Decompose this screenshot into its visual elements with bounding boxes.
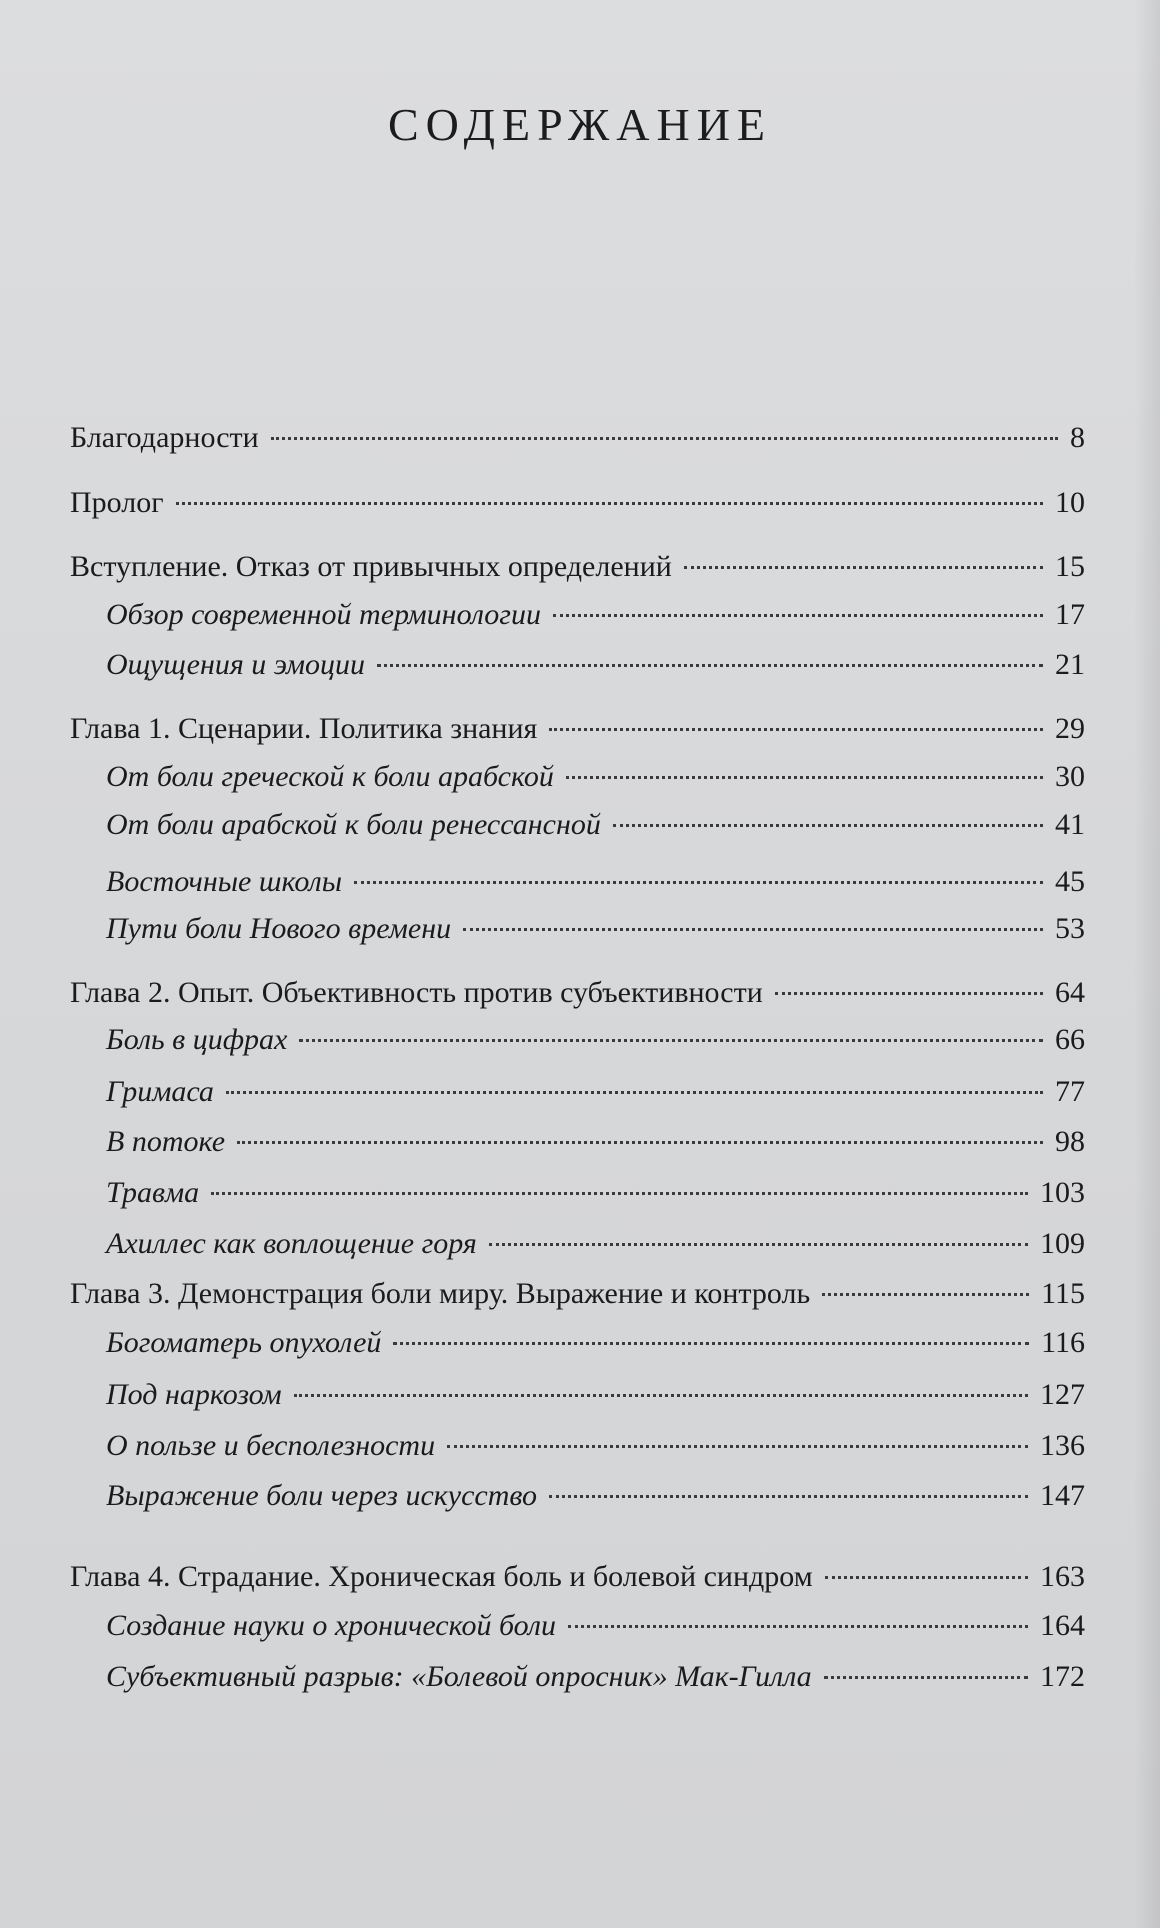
toc-entry-page: 77 (1055, 1075, 1085, 1108)
dot-leader (377, 664, 1043, 667)
toc-entry-title: Выражение боли через искусство (106, 1479, 538, 1512)
dot-leader (613, 824, 1043, 827)
toc-entry-page: 164 (1040, 1609, 1085, 1642)
toc-entry-title: Ахиллес как воплощение горя (106, 1227, 477, 1260)
toc-entry-page: 29 (1055, 712, 1085, 745)
toc-subentry[interactable] (106, 593, 1085, 637)
dot-leader (299, 1039, 1043, 1042)
toc-subentry[interactable] (106, 1474, 1085, 1518)
toc-subentry[interactable] (106, 803, 1085, 847)
toc-entry-page: 66 (1055, 1023, 1085, 1056)
toc-subentry[interactable] (106, 1424, 1085, 1468)
toc-subentry[interactable] (106, 1655, 1085, 1699)
toc-subentry[interactable] (106, 1222, 1085, 1266)
toc-entry-title: В потоке (106, 1125, 226, 1158)
toc-entry-title: Боль в цифрах (106, 1023, 288, 1056)
toc-entry-page: 98 (1055, 1125, 1085, 1158)
toc-subentry[interactable] (106, 643, 1085, 687)
toc-entry-title: Обзор современной терминологии (106, 598, 541, 631)
toc-entry[interactable] (70, 971, 1085, 1015)
toc-entry-page: 127 (1040, 1378, 1085, 1411)
toc-entry-title: Субъективный разрыв: «Болевой опросник» Мак-Гилла (106, 1660, 812, 1693)
toc-entry-title: Богоматерь опухолей (106, 1326, 382, 1359)
dot-leader (549, 728, 1043, 731)
toc-entry[interactable] (70, 481, 1085, 525)
toc-entry-title: От боли греческой к боли арабской (106, 760, 554, 793)
toc-entry-title: Пути боли Нового времени (106, 912, 452, 945)
dot-leader (549, 1495, 1028, 1498)
dot-leader (226, 1091, 1043, 1094)
toc-subentry[interactable] (106, 755, 1085, 799)
toc-subentry[interactable] (106, 1373, 1085, 1417)
dot-leader (553, 614, 1043, 617)
toc-entry[interactable] (70, 545, 1085, 589)
toc-subentry[interactable] (106, 860, 1085, 904)
toc-entry-page: 53 (1055, 912, 1085, 945)
toc-entry-title: Травма (106, 1176, 200, 1209)
toc-entry[interactable] (70, 707, 1085, 751)
dot-leader (271, 437, 1058, 440)
dot-leader (463, 928, 1043, 931)
toc-subentry[interactable] (106, 1321, 1085, 1365)
toc-entry-page: 103 (1040, 1176, 1085, 1209)
toc-entry[interactable] (70, 1272, 1085, 1316)
toc-subentry[interactable] (106, 1070, 1085, 1114)
toc-subentry[interactable] (106, 1120, 1085, 1164)
toc-subentry[interactable] (106, 1171, 1085, 1215)
dot-leader (393, 1342, 1029, 1345)
dot-leader (568, 1625, 1028, 1628)
toc-entry-title: Глава 3. Демонстрация боли миру. Выражение и контроль (70, 1277, 811, 1310)
dot-leader (211, 1192, 1028, 1195)
toc-entry-page: 147 (1040, 1479, 1085, 1512)
toc-entry-page: 163 (1040, 1560, 1085, 1593)
toc-entry-page: 17 (1055, 598, 1085, 631)
toc-entry-title: Под наркозом (106, 1378, 282, 1411)
toc-entry-title: Пролог (70, 486, 164, 519)
dot-leader (825, 1576, 1028, 1579)
toc-entry-title: От боли арабской к боли ренессансной (106, 808, 601, 841)
toc-entry-page: 172 (1040, 1660, 1085, 1693)
dot-leader (447, 1445, 1028, 1448)
dot-leader (176, 502, 1043, 505)
toc-entry-page: 15 (1055, 550, 1085, 583)
toc-entry-page: 115 (1041, 1277, 1085, 1310)
toc-entry-title: Глава 4. Страдание. Хроническая боль и болевой синдром (70, 1560, 813, 1593)
toc-entry-title: О пользе и бесполезности (106, 1429, 436, 1462)
toc-entry[interactable] (70, 416, 1085, 460)
toc-entry-title: Вступление. Отказ от привычных определений (70, 550, 672, 583)
toc-entry-title: Восточные школы (106, 865, 343, 898)
toc-entry-page: 109 (1040, 1227, 1085, 1260)
dot-leader (237, 1141, 1043, 1144)
dot-leader (566, 776, 1043, 779)
toc-entry-title: Глава 1. Сценарии. Политика знания (70, 712, 538, 745)
dot-leader (824, 1676, 1028, 1679)
toc-entry-title: Гримаса (106, 1075, 214, 1108)
toc-entry-page: 64 (1055, 976, 1085, 1009)
page-edge-shadow (1134, 0, 1160, 1928)
toc-subentry[interactable] (106, 1604, 1085, 1648)
toc-entry-page: 136 (1040, 1429, 1085, 1462)
toc-entry-page: 10 (1055, 486, 1085, 519)
toc-entry-title: Создание науки о хронической боли (106, 1609, 556, 1642)
dot-leader (775, 992, 1043, 995)
toc-entry-page: 8 (1070, 421, 1085, 454)
toc-entry[interactable] (70, 1555, 1085, 1599)
dot-leader (489, 1243, 1028, 1246)
dot-leader (684, 566, 1043, 569)
toc-entry-title: Глава 2. Опыт. Объективность против субъективности (70, 976, 763, 1009)
toc-entry-page: 21 (1055, 648, 1085, 681)
toc-entry-page: 41 (1055, 808, 1085, 841)
toc-entry-page: 45 (1055, 865, 1085, 898)
toc-entry-title: Благодарности (70, 421, 259, 454)
toc-subentry[interactable] (106, 907, 1085, 951)
table-of-contents (70, 0, 1085, 1928)
dot-leader (822, 1293, 1029, 1296)
toc-subentry[interactable] (106, 1018, 1085, 1062)
dot-leader (354, 881, 1043, 884)
dot-leader (294, 1394, 1028, 1397)
page-title: СОДЕРЖАНИЕ (387, 99, 773, 150)
toc-entry-page: 116 (1041, 1326, 1085, 1359)
toc-entry-page: 30 (1055, 760, 1085, 793)
toc-entry-title: Ощущения и эмоции (106, 648, 365, 681)
